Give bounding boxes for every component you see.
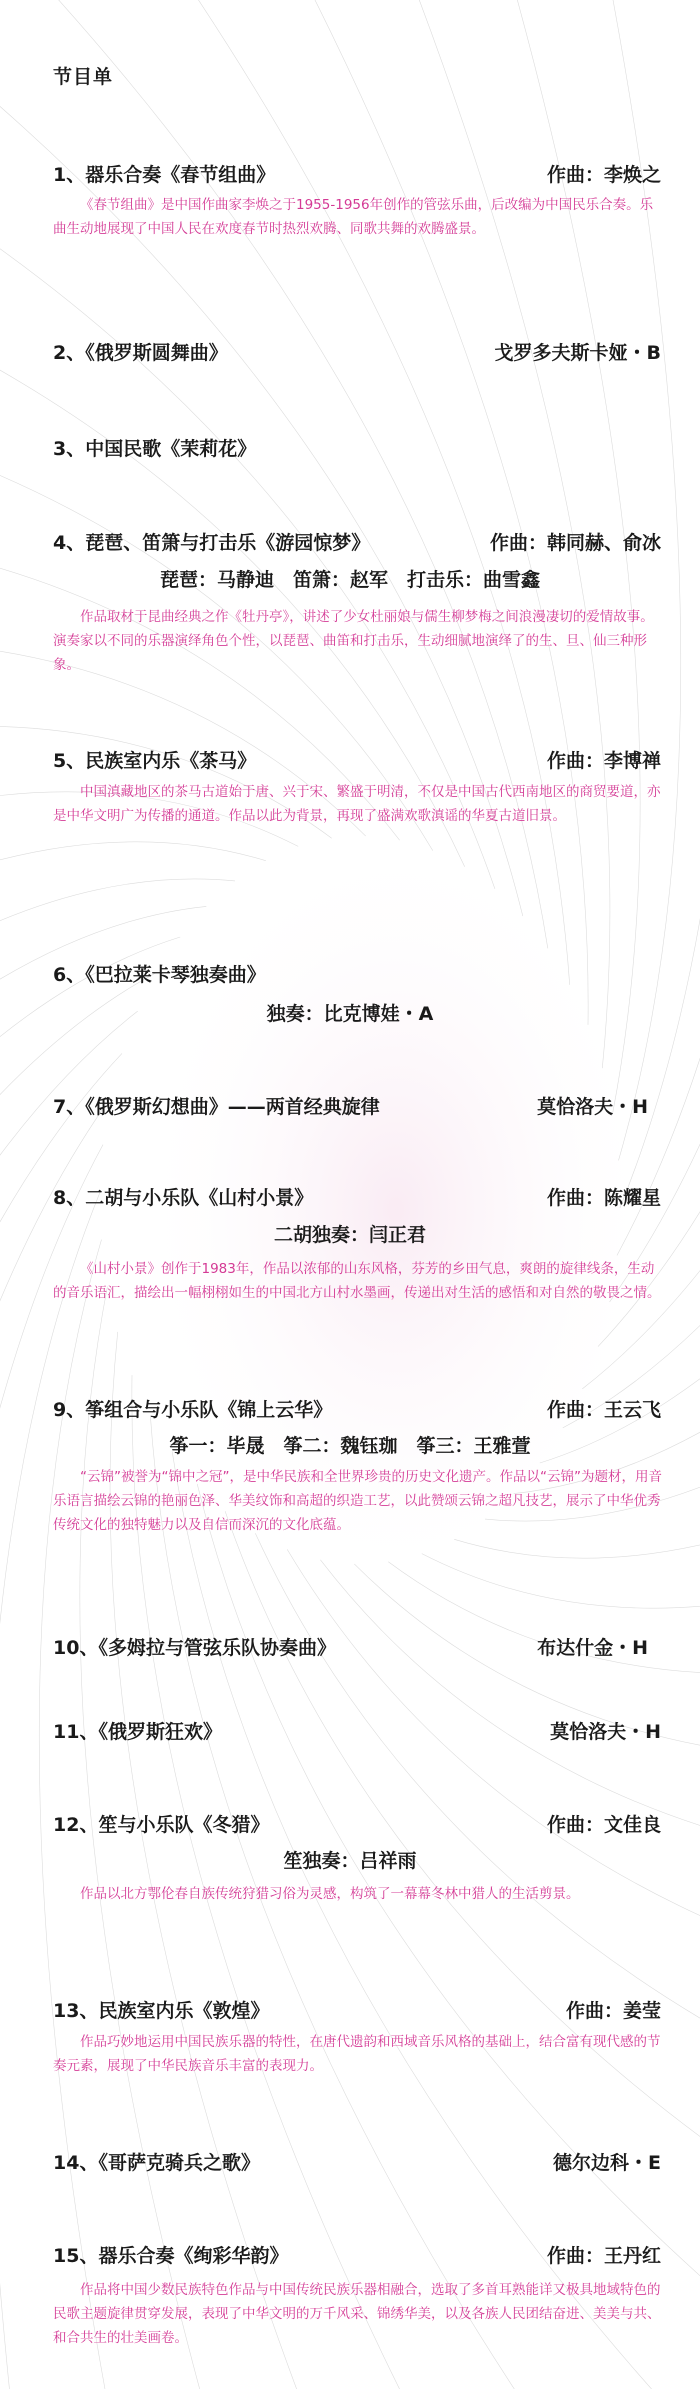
program-8-description: 《山村小景》创作于1983年，作品以浓郁的山东风格，芬芳的乡田气息，爽朗的旋律线条，生动的音乐语汇，描绘出一幅栩栩如生的中国北方山村水墨画，传递出对生活的感悟和对自然的敬畏之情。 xyxy=(53,1261,661,1301)
page-title: 节目单 xyxy=(53,66,114,88)
program-12-composer: 作曲：文佳良 xyxy=(546,1814,661,1836)
program-8-composer: 作曲：陈耀星 xyxy=(546,1187,661,1209)
program-6-title: 6、《巴拉莱卡琴独奏曲》 xyxy=(53,964,266,986)
program-9-composer: 作曲：王云飞 xyxy=(546,1399,661,1421)
program-13-description: 作品巧妙地运用中国民族乐器的特性，在唐代遗韵和西域音乐风格的基础上，结合富有现代感的节奏元素，展现了中华民族音乐丰富的表现力。 xyxy=(53,2034,661,2074)
program-12-description: 作品以北方鄂伦春自族传统狩猎习俗为灵感，构筑了一幕幕冬林中猎人的生活剪景。 xyxy=(80,1886,580,1902)
program-1-title: 1、器乐合奏《春节组曲》 xyxy=(53,164,276,186)
program-9-description: “云锦”被誉为“锦中之冠”，是中华民族和全世界珍贵的历史文化遗产。作品以“云锦”为题材，用音乐语言描绘云锦的艳丽色泽、华美纹饰和高超的织造工艺，以此赞颂云锦之超凡技艺，展示了中华优秀传统文化的独特魅力以及自信而深沉的文化底蕴。 xyxy=(53,1469,662,1533)
program-10-composer: 布达什金・H xyxy=(537,1637,648,1659)
program-13-composer: 作曲：姜莹 xyxy=(565,2000,661,2022)
program-10-title: 10、《多姆拉与管弦乐队协奏曲》 xyxy=(53,1637,336,1659)
program-8-title: 8、二胡与小乐队《山村小景》 xyxy=(53,1187,314,1209)
program-4-composer: 作曲：韩同赫、俞冰 xyxy=(489,532,661,554)
program-15-title: 15、器乐合奏《绚彩华韵》 xyxy=(53,2245,289,2267)
program-11-composer: 莫恰洛夫・H xyxy=(550,1721,661,1743)
program-12-title: 12、笙与小乐队《冬猎》 xyxy=(53,1814,270,1836)
program-8-performers: 二胡独奏：闫正君 xyxy=(273,1224,426,1246)
program-6-performers: 独奏：比克博娃・A xyxy=(266,1003,434,1025)
program-2-title: 2、《俄罗斯圆舞曲》 xyxy=(53,342,228,364)
program-15-description: 作品将中国少数民族特色作品与中国传统民族乐器相融合，选取了多首耳熟能详又极具地域特色的民歌主题旋律贯穿发展，表现了中华文明的万千风采、锦绣华美，以及各族人民团结奋进、美美与共、和合共生的壮美画卷。 xyxy=(53,2282,661,2346)
program-2-composer: 戈罗多夫斯卡娅・B xyxy=(494,342,661,364)
program-9-title: 9、筝组合与小乐队《锦上云华》 xyxy=(53,1399,333,1421)
program-3-title: 3、中国民歌《茉莉花》 xyxy=(53,438,257,460)
program-1-composer: 作曲：李焕之 xyxy=(546,164,661,186)
program-14-composer: 德尔边科・E xyxy=(553,2152,661,2174)
program-14-title: 14、《哥萨克骑兵之歌》 xyxy=(53,2152,260,2174)
program-7-title: 7、《俄罗斯幻想曲》——两首经典旋律 xyxy=(53,1096,380,1118)
program-7-composer: 莫恰洛夫・H xyxy=(537,1096,648,1118)
program-15-composer: 作曲：王丹红 xyxy=(546,2245,661,2267)
program-1-description: 《春节组曲》是中国作曲家李焕之于1955-1956年创作的管弦乐曲，后改编为中国民乐合奏。乐曲生动地展现了中国人民在欢度春节时热烈欢腾、同歌共舞的欢腾盛景。 xyxy=(53,197,654,237)
program-4-description: 作品取材于昆曲经典之作《牡丹亭》，讲述了少女杜丽娘与儒生柳梦梅之间浪漫凄切的爱情故事。演奏家以不同的乐器演绎角色个性，以琵琶、曲笛和打击乐，生动细腻地演绎了的生、旦、仙三种形象。 xyxy=(53,609,654,673)
program-4-performers: 琵琶：马静迪 笛箫：赵军 打击乐：曲雪鑫 xyxy=(159,569,540,591)
program-5-title: 5、民族室内乐《茶马》 xyxy=(53,750,257,772)
program-12-performers: 笙独奏：吕祥雨 xyxy=(283,1850,417,1872)
program-4-title: 4、琵琶、笛箫与打击乐《游园惊梦》 xyxy=(53,532,371,554)
program-13-title: 13、民族室内乐《敦煌》 xyxy=(53,2000,270,2022)
program-5-description: 中国滇藏地区的茶马古道始于唐、兴于宋、繁盛于明清，不仅是中国古代西南地区的商贸要道，亦是中华文明广为传播的通道。作品以此为背景，再现了盛满欢歌滇谣的华夏古道旧景。 xyxy=(53,784,661,824)
program-11-title: 11、《俄罗斯狂欢》 xyxy=(53,1721,222,1743)
program-9-performers: 筝一：毕晟 筝二：魏钰珈 筝三：王雅萱 xyxy=(169,1435,531,1457)
program-5-composer: 作曲：李博禅 xyxy=(546,750,661,772)
